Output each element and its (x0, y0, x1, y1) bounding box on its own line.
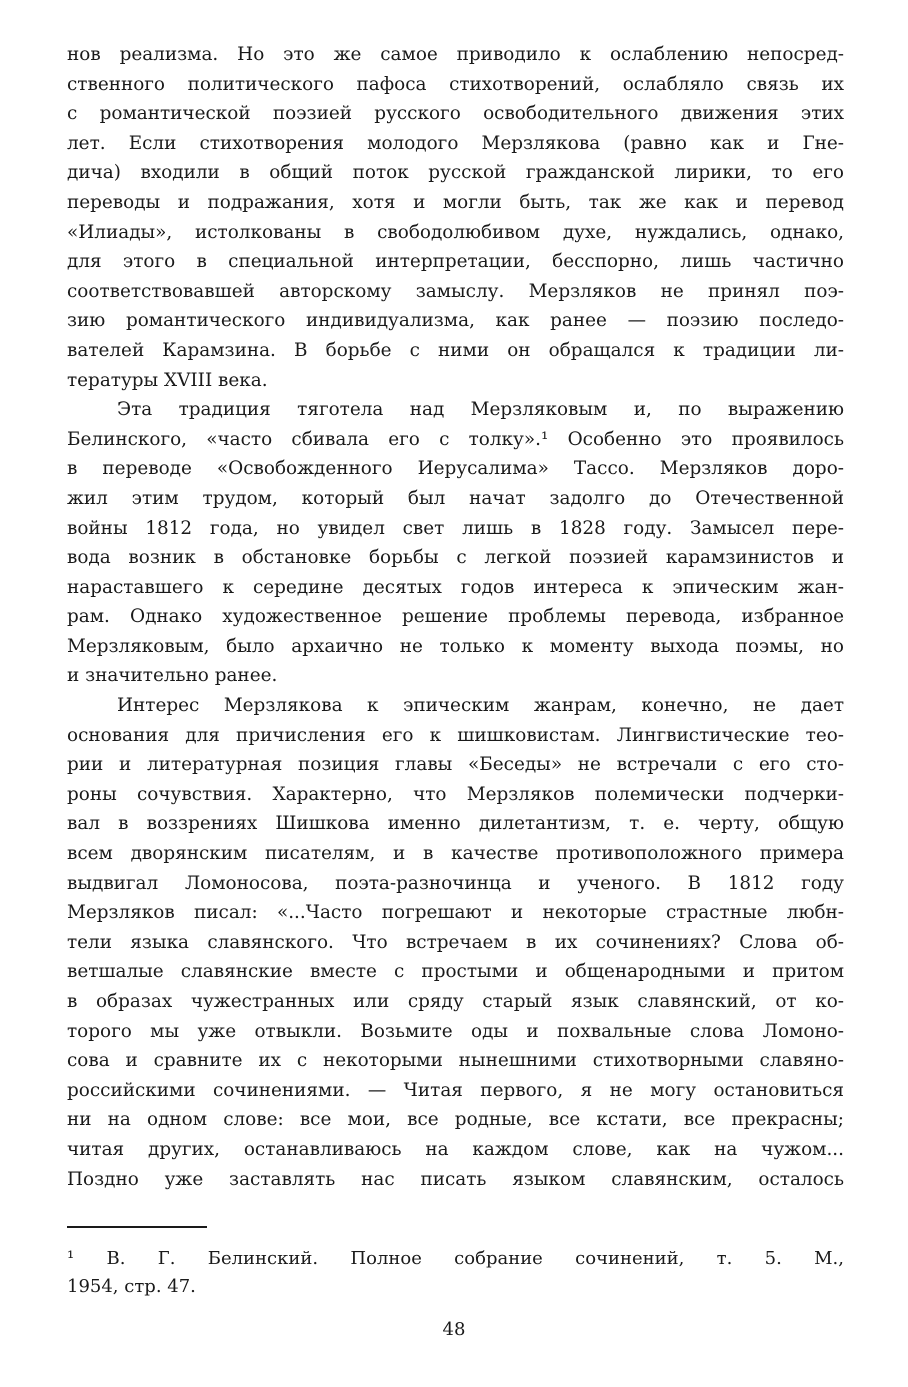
text-line: Белинского, «часто сбивала его с толку».¹ Особенно это проявилось (67, 428, 844, 450)
text-line: в образах чужестранных или сряду старый язык славянский, от ко- (67, 991, 844, 1012)
text-line: с романтической поэзией русского освободительного движения этих (67, 103, 844, 125)
footnote-divider (67, 1226, 207, 1228)
paragraph-3 (67, 691, 844, 1194)
footnote-line: ¹ В. Г. Белинский. Полное собрание сочинений, т. 5. М., (67, 1248, 844, 1269)
text-line: сова и сравните их с некоторыми нынешними стихотворными славяно- (67, 1050, 844, 1072)
text-line: российскими сочинениями. — Читая первого, я не могу остановиться (67, 1079, 844, 1101)
text-line: Эта традиция тяготела над Мерзляковым и, по выражению (117, 399, 844, 421)
text-line: нов реализма. Но это же самое приводило к ослаблению непосред- (67, 44, 844, 65)
text-line: ственного политического пафоса стихотворений, ослабляло связь их (67, 73, 844, 95)
text-line: «Илиады», истолкованы в свободолюбивом духе, нуждались, однако, (67, 221, 844, 243)
footnote-line: 1954, стр. 47. (67, 1276, 196, 1297)
text-line: и значительно ранее. (67, 665, 278, 687)
page-body (67, 40, 844, 1194)
text-line: вода возник в обстановке борьбы с легкой поэзией карамзинистов и (67, 547, 844, 569)
text-line: войны 1812 года, но увидел свет лишь в 1828 году. Замысел пере- (67, 517, 844, 539)
text-line: Интерес Мерзлякова к эпическим жанрам, конечно, не дает (117, 695, 844, 717)
text-line: дича) входили в общий поток русской гражданской лирики, то его (67, 162, 844, 184)
text-line: вал в воззрениях Шишкова именно дилетантизм, т. е. черту, общую (67, 813, 844, 835)
page-number: 48 (442, 1319, 466, 1340)
text-line: торого мы уже отвыкли. Возьмите оды и похвальные слова Ломоно- (67, 1020, 844, 1042)
text-line: тели языка славянского. Что встречаем в их сочинениях? Слова об- (67, 931, 844, 953)
text-line: основания для причисления его к шишковистам. Лингвистические тео- (67, 724, 844, 746)
text-line: тературы XVIII века. (67, 369, 268, 391)
text-line: лет. Если стихотворения молодого Мерзлякова (равно как и Гне- (67, 132, 844, 154)
text-line: всем дворянским писателям, и в качестве противоположного примера (67, 843, 844, 865)
text-line: жил этим трудом, который был начат задолго до Отечественной (67, 487, 844, 509)
text-line: рам. Однако художественное решение проблемы перевода, избранное (67, 606, 844, 628)
paragraph-2 (67, 395, 844, 691)
paragraph-1 (67, 40, 844, 395)
text-line: Мерзляковым, было архаично не только к моменту выхода поэмы, но (67, 635, 844, 657)
footnote (67, 1245, 844, 1301)
text-line: роны сочувствия. Характерно, что Мерзляков полемически подчерки- (67, 783, 844, 805)
text-line: нараставшего к середине десятых годов интереса к эпическим жан- (67, 576, 844, 598)
text-line: ветшалые славянские вместе с простыми и общенародными и притом (67, 961, 844, 983)
text-line: в переводе «Освобожденного Иерусалима» Тассо. Мерзляков доро- (67, 458, 844, 480)
text-line: Мерзляков писал: «...Часто погрешают и некоторые страстные любн- (67, 902, 844, 924)
text-line: вателей Карамзина. В борьбе с ними он обращался к традиции ли- (67, 339, 844, 361)
text-line: читая других, останавливаюсь на каждом слове, как на чужом... (67, 1138, 844, 1160)
text-line: соответствовавшей авторскому замыслу. Мерзляков не принял поэ- (67, 280, 844, 302)
text-line: выдвигал Ломоносова, поэта-разночинца и ученого. В 1812 году (67, 872, 844, 894)
text-line: Поздно уже заставлять нас писать языком славянским, осталось (67, 1168, 844, 1190)
text-line: рии и литературная позиция главы «Беседы» не встречали с его сто- (67, 754, 844, 776)
text-line: ни на одном слове: все мои, все родные, все кстати, все прекрасны; (67, 1109, 844, 1131)
text-line: переводы и подражания, хотя и могли быть, так же как и перевод (67, 191, 844, 213)
text-line: зию романтического индивидуализма, как ранее — поэзию последо- (67, 310, 844, 332)
text-line: для этого в специальной интерпретации, бесспорно, лишь частично (67, 251, 844, 273)
